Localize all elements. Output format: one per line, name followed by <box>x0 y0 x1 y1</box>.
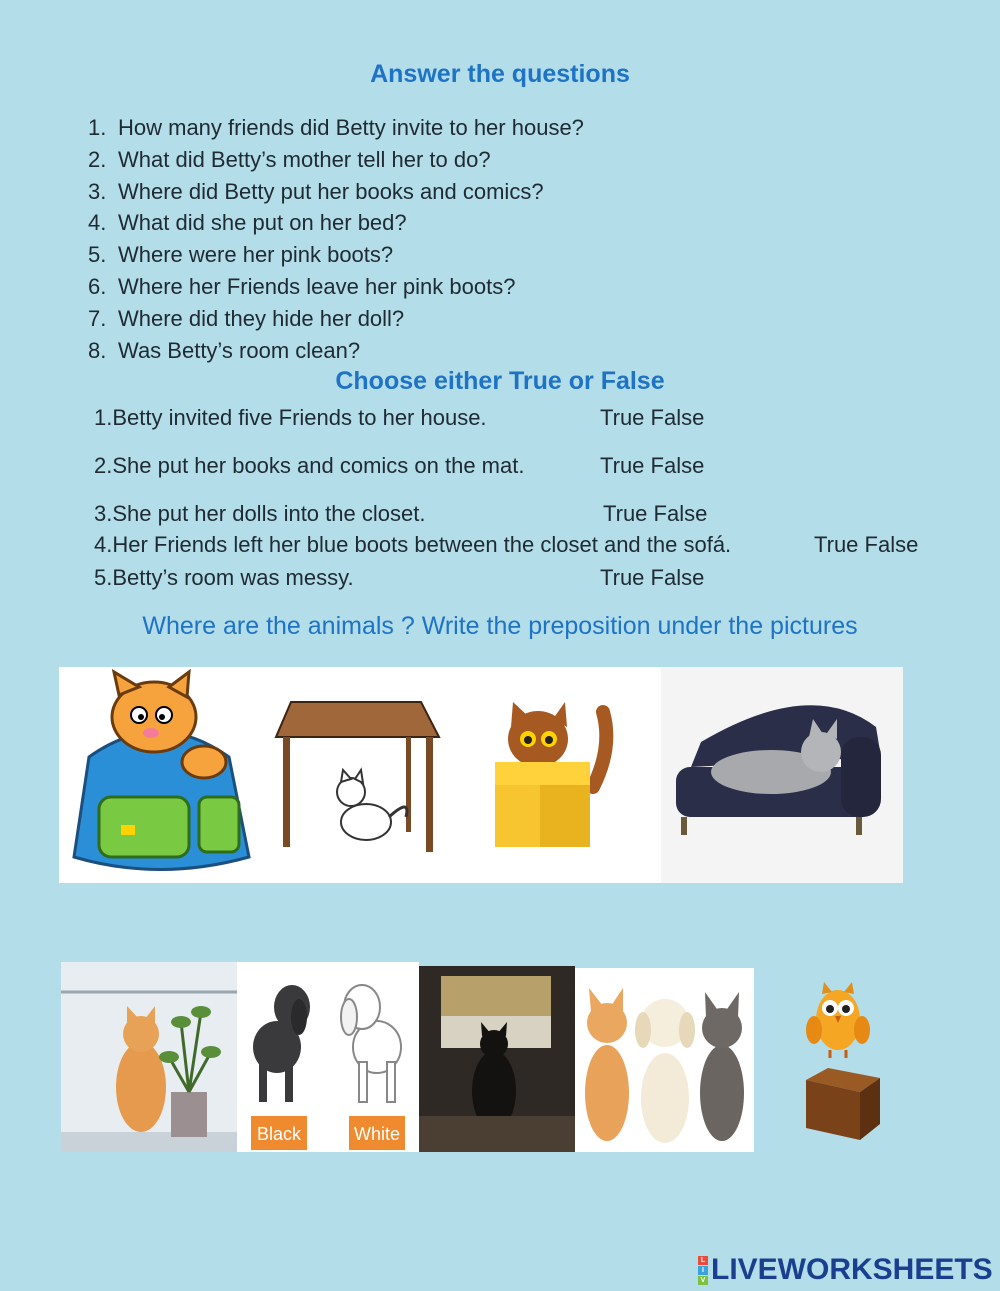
question-item: 6. Where her Friends leave her pink boots? <box>88 273 516 299</box>
true-false-choice-4[interactable]: True False <box>814 532 919 557</box>
statement-4: 4.Her Friends left her blue boots between the closet and the sofá. <box>94 532 732 557</box>
heading-answer-questions: Answer the questions <box>370 60 630 88</box>
question-item: 7. Where did they hide her doll? <box>88 305 405 331</box>
label-white: White <box>353 1124 401 1144</box>
liveworksheets-logo <box>698 1253 993 1287</box>
question-item: 5. Where were her pink boots? <box>88 242 394 268</box>
statement-5: 5.Betty’s room was messy. <box>94 565 354 590</box>
question-item: 2. What did Betty’s mother tell her to do? <box>88 146 491 172</box>
picture-cat-on-sofa <box>661 667 903 883</box>
true-false-choice-3[interactable]: True False <box>603 501 708 526</box>
picture-cat-behind-box <box>443 667 661 883</box>
true-false-choice-2[interactable]: True False <box>600 453 705 478</box>
label-black: Black <box>256 1124 302 1144</box>
question-list <box>88 112 584 366</box>
picture-cat-next-to-plant <box>61 962 237 1152</box>
picture-cat-in-front-of-tv <box>419 966 575 1152</box>
statement-3: 3.She put her dolls into the closet. <box>94 501 426 526</box>
heading-true-false: Choose either True or False <box>335 367 665 395</box>
statement-1: 1.Betty invited five Friends to her house. <box>94 405 487 430</box>
heading-prepositions: Where are the animals ? Write the preposition under the pictures <box>142 612 858 640</box>
logo-text: LIVEWORKSHEETS <box>711 1253 993 1286</box>
question-item: 3. Where did Betty put her books and comics? <box>88 178 544 204</box>
question-item: 8. Was Betty’s room clean? <box>88 337 361 363</box>
picture-cat-under-table <box>271 667 443 883</box>
question-item: 1. How many friends did Betty invite to her house? <box>88 115 584 140</box>
logo-blocks-icon: L I V <box>698 1256 708 1285</box>
picture-dog-between-cats <box>575 968 754 1152</box>
picture-cat-in-backpack <box>59 667 271 883</box>
true-false-choice-1[interactable]: True False <box>600 405 705 430</box>
picture-owl-above-box <box>800 978 882 1142</box>
statement-2: 2.She put her books and comics on the mat. <box>94 453 525 478</box>
picture-dogs-black-white <box>237 962 419 1152</box>
true-false-choice-5[interactable]: True False <box>600 565 705 590</box>
question-item: 4. What did she put on her bed? <box>88 210 407 236</box>
